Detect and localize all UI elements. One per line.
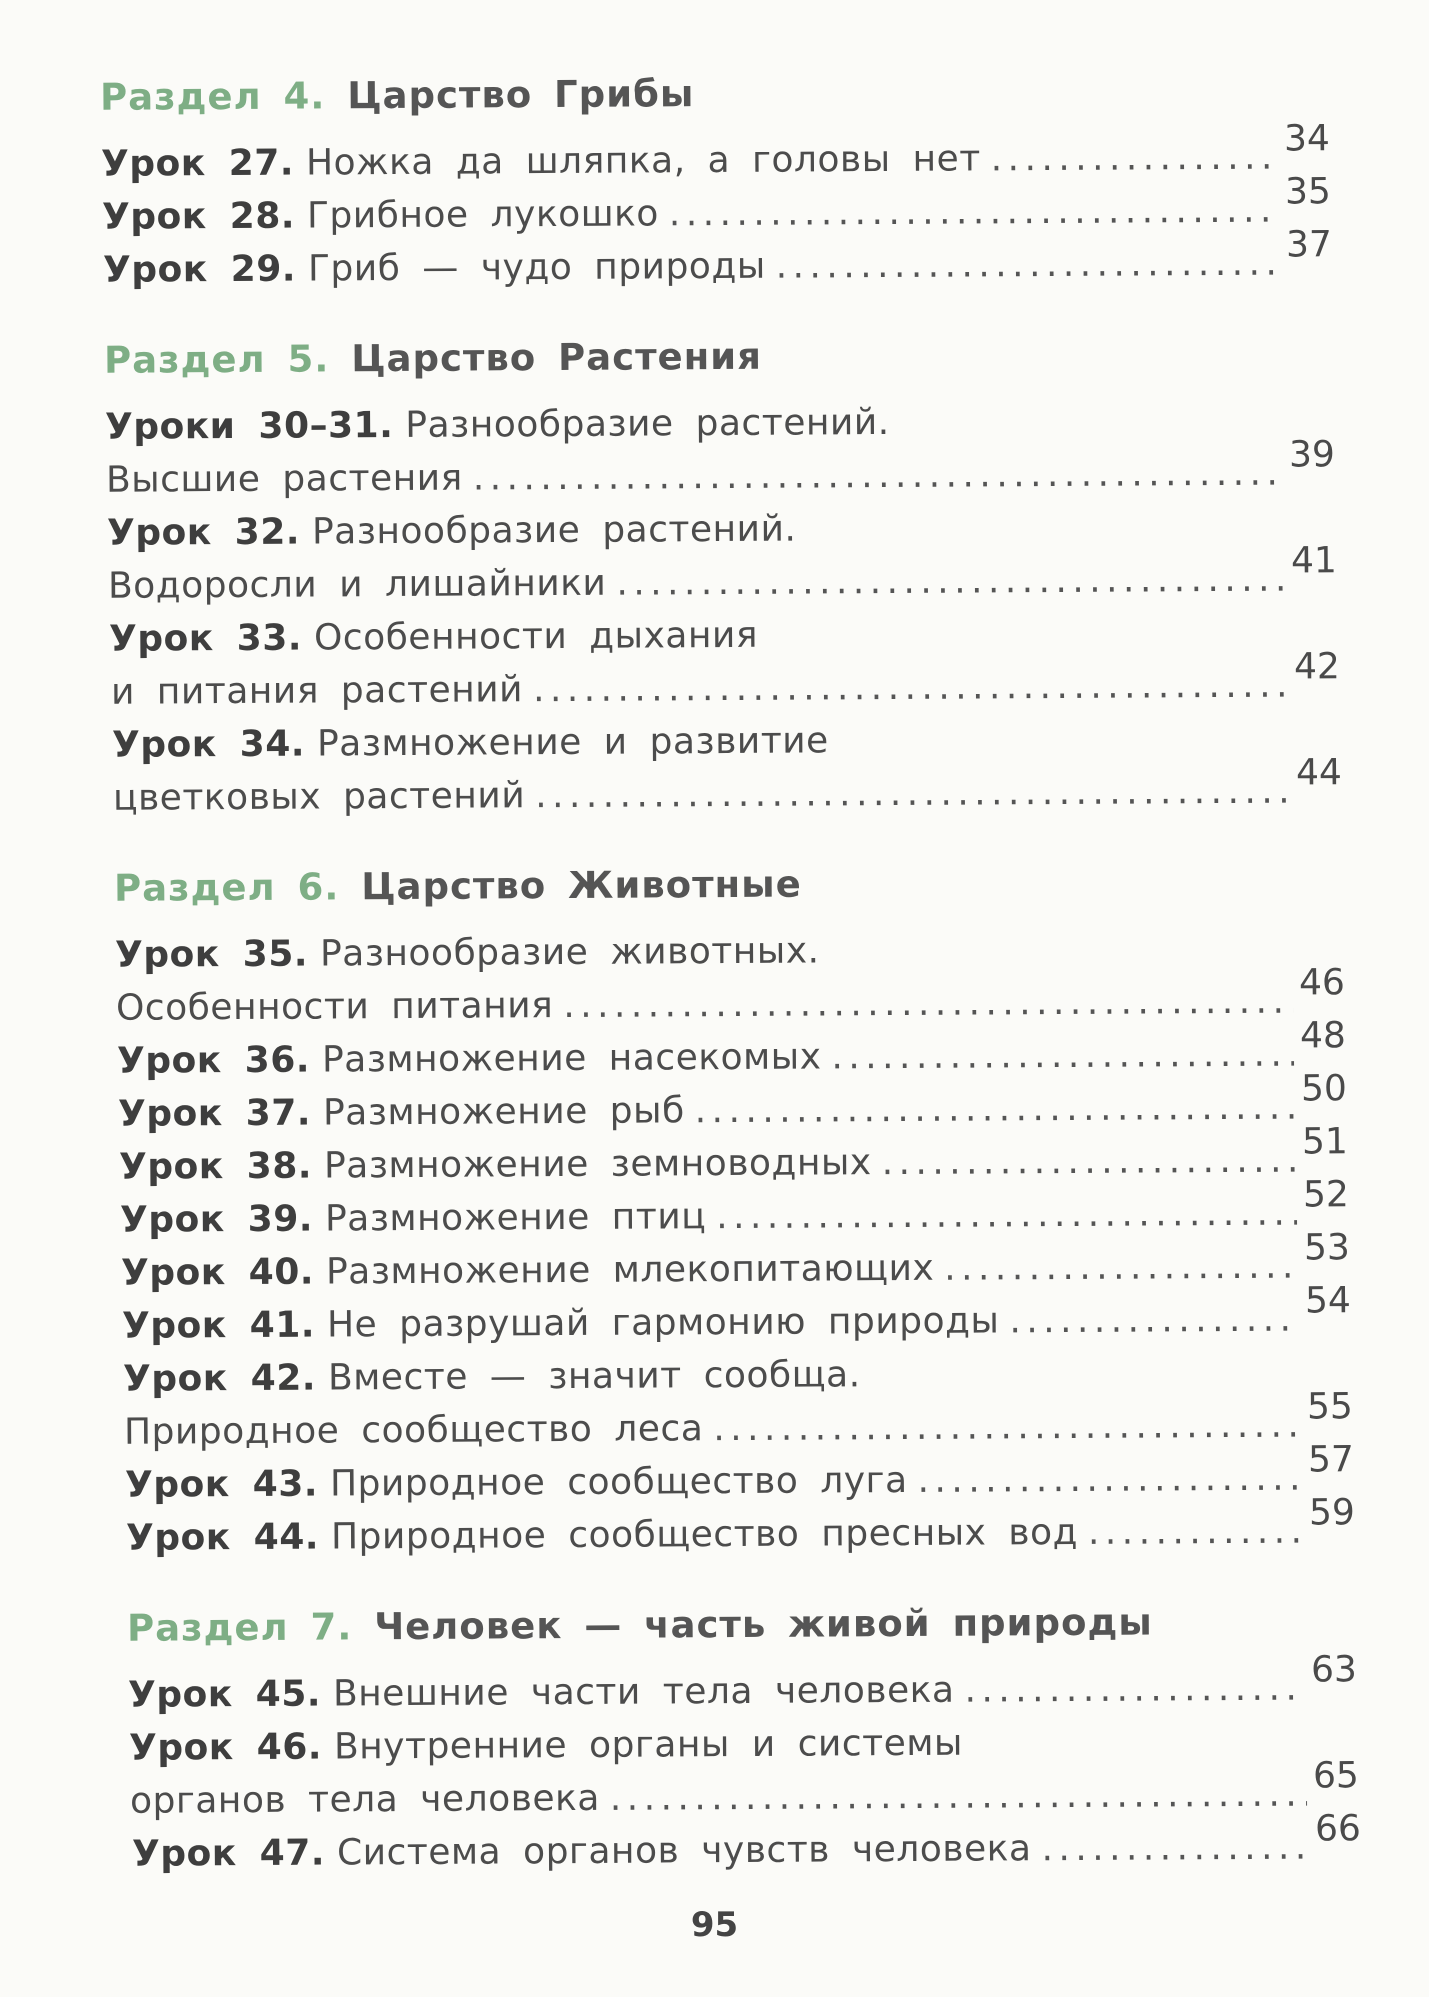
lesson-title: Особенности питания [115,985,554,1029]
toc-entry[interactable] [100,503,1338,609]
lesson-number: Урок 43. [124,1463,319,1506]
toc-entry[interactable] [100,1227,1351,1296]
toc-entry[interactable] [100,1439,1355,1508]
lesson-number: Урок 47. [131,1832,326,1875]
toc-entry-line [121,1280,1352,1353]
toc-entry-line [102,224,1333,297]
toc-entry-line [105,393,1334,454]
toc-entry[interactable] [100,1121,1349,1190]
toc-entry[interactable] [100,171,1332,240]
lesson-page-number: 53 [1303,1227,1351,1269]
dot-leader [776,237,1281,293]
lesson-page-number: 57 [1307,1439,1355,1481]
lesson-number: Урок 32. [106,511,301,554]
lesson-number: Урок 41. [121,1304,316,1347]
toc-entry-line [115,962,1346,1035]
lesson-title: Размножение рыб [322,1090,685,1134]
toc-entry[interactable] [100,1718,1360,1824]
toc-entry[interactable] [100,1280,1352,1349]
lesson-number: Урок 35. [114,933,309,976]
toc-entry[interactable] [100,1492,1356,1561]
lesson-page-number: 52 [1302,1174,1350,1216]
toc-entry[interactable] [100,609,1341,715]
lesson-title: Не разрушай гармонию природы [326,1300,1000,1346]
lesson-page-number: 63 [1310,1649,1358,1691]
toc-entry-line [118,1121,1349,1194]
dot-leader [716,1187,1297,1244]
toc-entry-line [129,1714,1358,1775]
lesson-number: Урок 39. [119,1198,314,1241]
lesson-page-number: 54 [1304,1280,1352,1322]
toc-section [100,329,1343,821]
lesson-page-number: 35 [1284,171,1332,213]
lesson-title: Вместе — значит сообща. [327,1354,861,1399]
dot-leader [713,1399,1301,1456]
dot-leader [535,765,1290,823]
lesson-page-number: 59 [1308,1492,1356,1534]
toc-entry-line [100,118,1331,191]
toc-entry-line [119,1174,1350,1247]
toc-entry-line [131,1808,1362,1881]
toc-entry[interactable] [100,1174,1350,1243]
lesson-title: Разнообразие растений. [311,508,797,553]
section-title [114,853,1343,917]
lesson-number: Урок 44. [125,1516,320,1559]
lesson-number: Урок 42. [122,1357,317,1400]
lesson-title: Размножение птиц [324,1196,707,1240]
dot-leader [616,553,1285,610]
lesson-title: Система органов чувств человека [336,1828,1032,1874]
toc-entry-line [127,1649,1358,1722]
lesson-number: Урок 28. [101,195,296,238]
lesson-page-number: 50 [1300,1068,1348,1110]
lesson-title: Высшие растения [105,457,463,501]
lesson-title: Размножение млекопитающих [325,1247,935,1293]
lesson-title: цветковых растений [112,775,526,819]
dot-leader [669,184,1280,241]
toc-entry-line [112,752,1343,825]
lesson-title: Размножение насекомых [321,1036,822,1081]
section-title [104,325,1333,389]
lesson-number: Уроки 30–31. [104,404,394,448]
section-number: Раздел 6. [113,865,340,910]
lesson-title: Природное сообщество леса [123,1408,704,1453]
toc-entry-line [125,1492,1356,1565]
dot-leader [831,1028,1294,1084]
section-name: Царство Животные [361,862,802,909]
toc-entry[interactable] [100,118,1331,187]
toc-section [100,1597,1362,1877]
lesson-number: Урок 45. [127,1673,322,1716]
lesson-number: Урок 38. [118,1145,313,1188]
toc-entry[interactable] [100,1349,1354,1455]
section-number: Раздел 7. [126,1605,353,1650]
dot-leader [473,447,1284,505]
dot-leader [610,1768,1308,1825]
toc-entry-line [123,1386,1354,1459]
toc-entry[interactable] [100,715,1343,821]
lesson-page-number: 65 [1312,1755,1360,1797]
section-name: Человек — часть живой природы [374,1600,1153,1649]
dot-leader [881,1134,1296,1190]
lesson-page-number: 46 [1298,962,1346,1004]
lesson-page-number: 34 [1283,118,1331,160]
lesson-title: Разнообразие животных. [319,930,820,975]
dot-leader [917,1452,1302,1507]
toc-section [100,857,1356,1561]
lesson-title: Внутренние органы и системы [333,1722,963,1768]
lesson-title: и питания растений [110,669,524,713]
dot-leader [533,659,1288,717]
toc-entry[interactable] [100,1068,1348,1137]
dot-leader [1041,1821,1309,1876]
lesson-number: Урок 46. [128,1726,323,1769]
lesson-number: Урок 34. [111,723,306,766]
lesson-page-number: 44 [1295,752,1343,794]
toc-entry[interactable] [100,1015,1347,1084]
toc-entry-line [101,171,1332,244]
section-title [100,62,1329,126]
dot-leader [1009,1293,1299,1348]
toc-entry[interactable] [100,1808,1362,1877]
lesson-number: Урок 33. [108,617,303,660]
toc-entry-line [110,646,1341,719]
section-number: Раздел 4. [99,74,326,119]
lesson-title: Размножение земноводных [323,1142,872,1187]
lesson-title: Внешние части тела человека [332,1669,955,1715]
lesson-title: Ножка да шляпка, а головы нет [305,138,981,184]
toc-entry-line [123,1345,1352,1406]
toc-entry-line [129,1755,1360,1828]
toc-entry-line [117,1068,1348,1141]
lesson-page-number: 66 [1314,1808,1362,1850]
lesson-number: Урок 36. [116,1039,311,1082]
toc-entry-line [124,1439,1355,1512]
dot-leader [944,1240,1298,1295]
lesson-number: Урок 37. [117,1092,312,1135]
dot-leader [964,1662,1305,1717]
lesson-number: Урок 40. [120,1251,315,1294]
dot-leader [991,131,1279,186]
lesson-title: Природное сообщество пресных вод [330,1511,1079,1558]
lesson-page-number: 55 [1306,1386,1354,1428]
toc-section [99,66,1333,293]
section-number: Раздел 5. [103,337,330,382]
lesson-page-number: 42 [1293,646,1341,688]
lesson-page-number: 48 [1299,1015,1347,1057]
lesson-title: Водоросли и лишайники [107,562,607,607]
lesson-title: Размножение и развитие [316,720,829,765]
toc-entry[interactable] [100,1649,1358,1718]
lesson-page-number: 41 [1290,540,1338,582]
table-of-contents [99,66,1362,1877]
section-title [127,1593,1356,1657]
lesson-title: Разнообразие растений. [405,401,890,446]
toc-entry[interactable] [100,925,1346,1031]
lesson-page-number: 37 [1285,224,1333,266]
dot-leader [695,1081,1296,1138]
lesson-number: Урок 29. [102,248,297,291]
toc-entry[interactable] [100,397,1336,503]
lesson-number: Урок 27. [100,142,295,185]
toc-entry-line [116,1015,1347,1088]
lesson-title: органов тела человека [129,1777,600,1822]
toc-entry-line [115,921,1344,982]
lesson-title: Природное сообщество луга [329,1459,908,1505]
toc-entry-line [112,711,1341,772]
toc-entry-line [105,434,1336,507]
toc-entry-line [107,499,1336,560]
section-name: Царство Растения [351,334,763,381]
toc-entry-line [107,540,1338,613]
lesson-title: Грибное лукошко [306,193,659,237]
toc-entry-line [109,605,1338,666]
lesson-page-number: 51 [1301,1121,1349,1163]
lesson-page-number: 39 [1288,434,1336,476]
section-name: Царство Грибы [347,72,695,118]
dot-leader [563,975,1293,1032]
lesson-title: Гриб — чудо природы [307,245,766,290]
dot-leader [1088,1505,1304,1559]
toc-entry-line [120,1227,1351,1300]
toc-entry[interactable] [100,224,1333,293]
page-number: 95 [690,1905,739,1945]
lesson-title: Особенности дыхания [313,614,759,659]
